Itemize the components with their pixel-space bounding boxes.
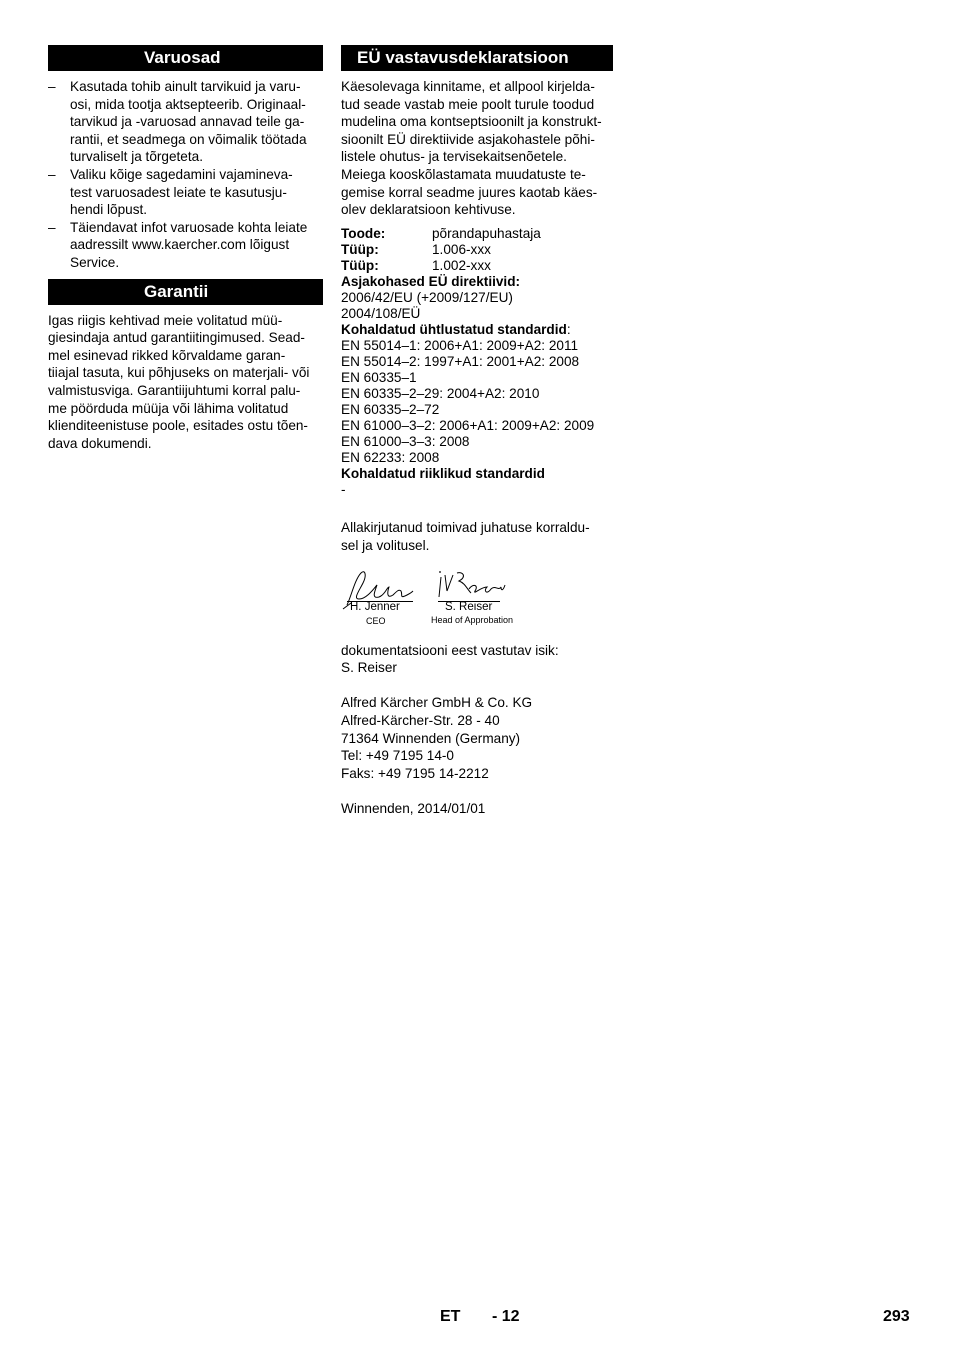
- standard-item: EN 60335–1: [341, 369, 417, 385]
- right-column: [341, 45, 613, 817]
- list-item: – Täiendavat infot varuosade kohta leiate aadressilt www.kaercher.com lõigust Service.: [48, 219, 308, 270]
- spare-parts-heading: Varuosad: [48, 45, 323, 71]
- national-standards-label: Kohaldatud riiklikud standardid: [341, 465, 545, 481]
- dash-bullet: –: [48, 79, 56, 94]
- directive-item: 2004/108/EÜ: [341, 305, 421, 321]
- standard-item: EN 55014–2: 1997+A1: 2001+A2: 2008: [341, 353, 580, 369]
- list-item: – Valiku kõige sagedamini vajamineva- test varuosadest leiate te kasutusju- hendi lõpust.: [48, 166, 293, 218]
- spec-row-type-1: Tüüp: 1.006-xxx: [341, 241, 491, 257]
- dash-bullet: –: [48, 166, 56, 182]
- signing-text: Allakirjutanud toimivad juhatuse korraldu- sel ja volitusel.: [341, 520, 590, 553]
- signer2-title: Head of Approbation: [431, 614, 514, 625]
- spare-parts-list: [48, 78, 323, 272]
- declaration-heading: EÜ vastavusdeklaratsioon: [341, 45, 613, 71]
- warranty-heading: Garantii: [48, 279, 323, 305]
- warranty-text: Igas riigis kehtivad meie volitatud müü- giesindaja antud garantiitingimused. Sead- mel esinevad rikked kõrvaldame garan- tiiajal tasuta, kui põhjuseks on materjali- või valmistusviga. Garantiijuhtumi korral palu- me pöörduda müüja või lähima volitatud klienditeenistuse poole, esitades ostu tõen- dava dokumendi.: [48, 312, 310, 451]
- left-column: [48, 45, 323, 452]
- standard-item: EN 60335–2–29: 2004+A2: 2010: [341, 385, 540, 401]
- dash-bullet: –: [48, 219, 56, 235]
- doc-responsible: dokumentatsiooni eest vastutav isik: S. Reiser: [341, 642, 559, 676]
- footer-page-number: 293: [883, 1308, 910, 1325]
- standard-item: EN 60335–2–72: [341, 401, 440, 417]
- standard-item: EN 55014–1: 2006+A1: 2009+A2: 2011: [341, 337, 579, 353]
- standard-item: EN 61000–3–2: 2006+A1: 2009+A2: 2009: [341, 417, 595, 433]
- signer1-title: CEO: [366, 615, 386, 626]
- footer-local-page: - 12: [492, 1308, 520, 1325]
- place-date: Winnenden, 2014/01/01: [341, 800, 486, 816]
- directive-item: 2006/42/EU (+2009/127/EU): [341, 289, 513, 305]
- standards-label: Kohaldatud ühtlustatud standardid:: [341, 321, 571, 337]
- spec-row-product: Toode: põrandapuhastaja: [341, 225, 541, 241]
- signer1-name: H. Jenner: [350, 600, 400, 613]
- national-standards-value: -: [341, 481, 346, 497]
- standard-item: EN 62233: 2008: [341, 449, 440, 465]
- declaration-intro: Käesolevaga kinnitame, et allpool kirjelda- tud seade vastab meie poolt turule toodud mudelina oma kontseptsioonilt ja konstrukt- sioonilt EÜ direktiivide asjakohastele põhi- listele ohutus- ja tervisekaitsenõetele. Meiega kooskõlastamata muudatuste te- gemise korral seadme juures kaotab käes- olev deklaratsioon kehtivuse.: [341, 79, 602, 218]
- standard-item: EN 61000–3–3: 2008: [341, 433, 470, 449]
- signer2-name: S. Reiser: [445, 600, 493, 613]
- product-spec: [341, 226, 613, 498]
- company-address: Alfred Kärcher GmbH & Co. KG Alfred-Kärcher-Str. 28 - 40 71364 Winnenden (Germany) Tel: +49 7195 14-0 Faks: +49 7195 14-2212: [341, 695, 533, 781]
- signature-block: [341, 569, 613, 629]
- footer-language: ET: [440, 1308, 461, 1325]
- spec-row-type-2: Tüüp: 1.002-xxx: [341, 257, 491, 273]
- directives-label: Asjakohased EÜ direktiivid:: [341, 273, 521, 289]
- list-item: – Kasutada tohib ainult tarvikuid ja varu- osi, mida tootja aktsepteerib. Originaal- tarvikud ja -varuosad annavad teile ga- rantii, et seadmega on võimalik töötada turvaliselt ja tõrgeteta.: [48, 79, 307, 165]
